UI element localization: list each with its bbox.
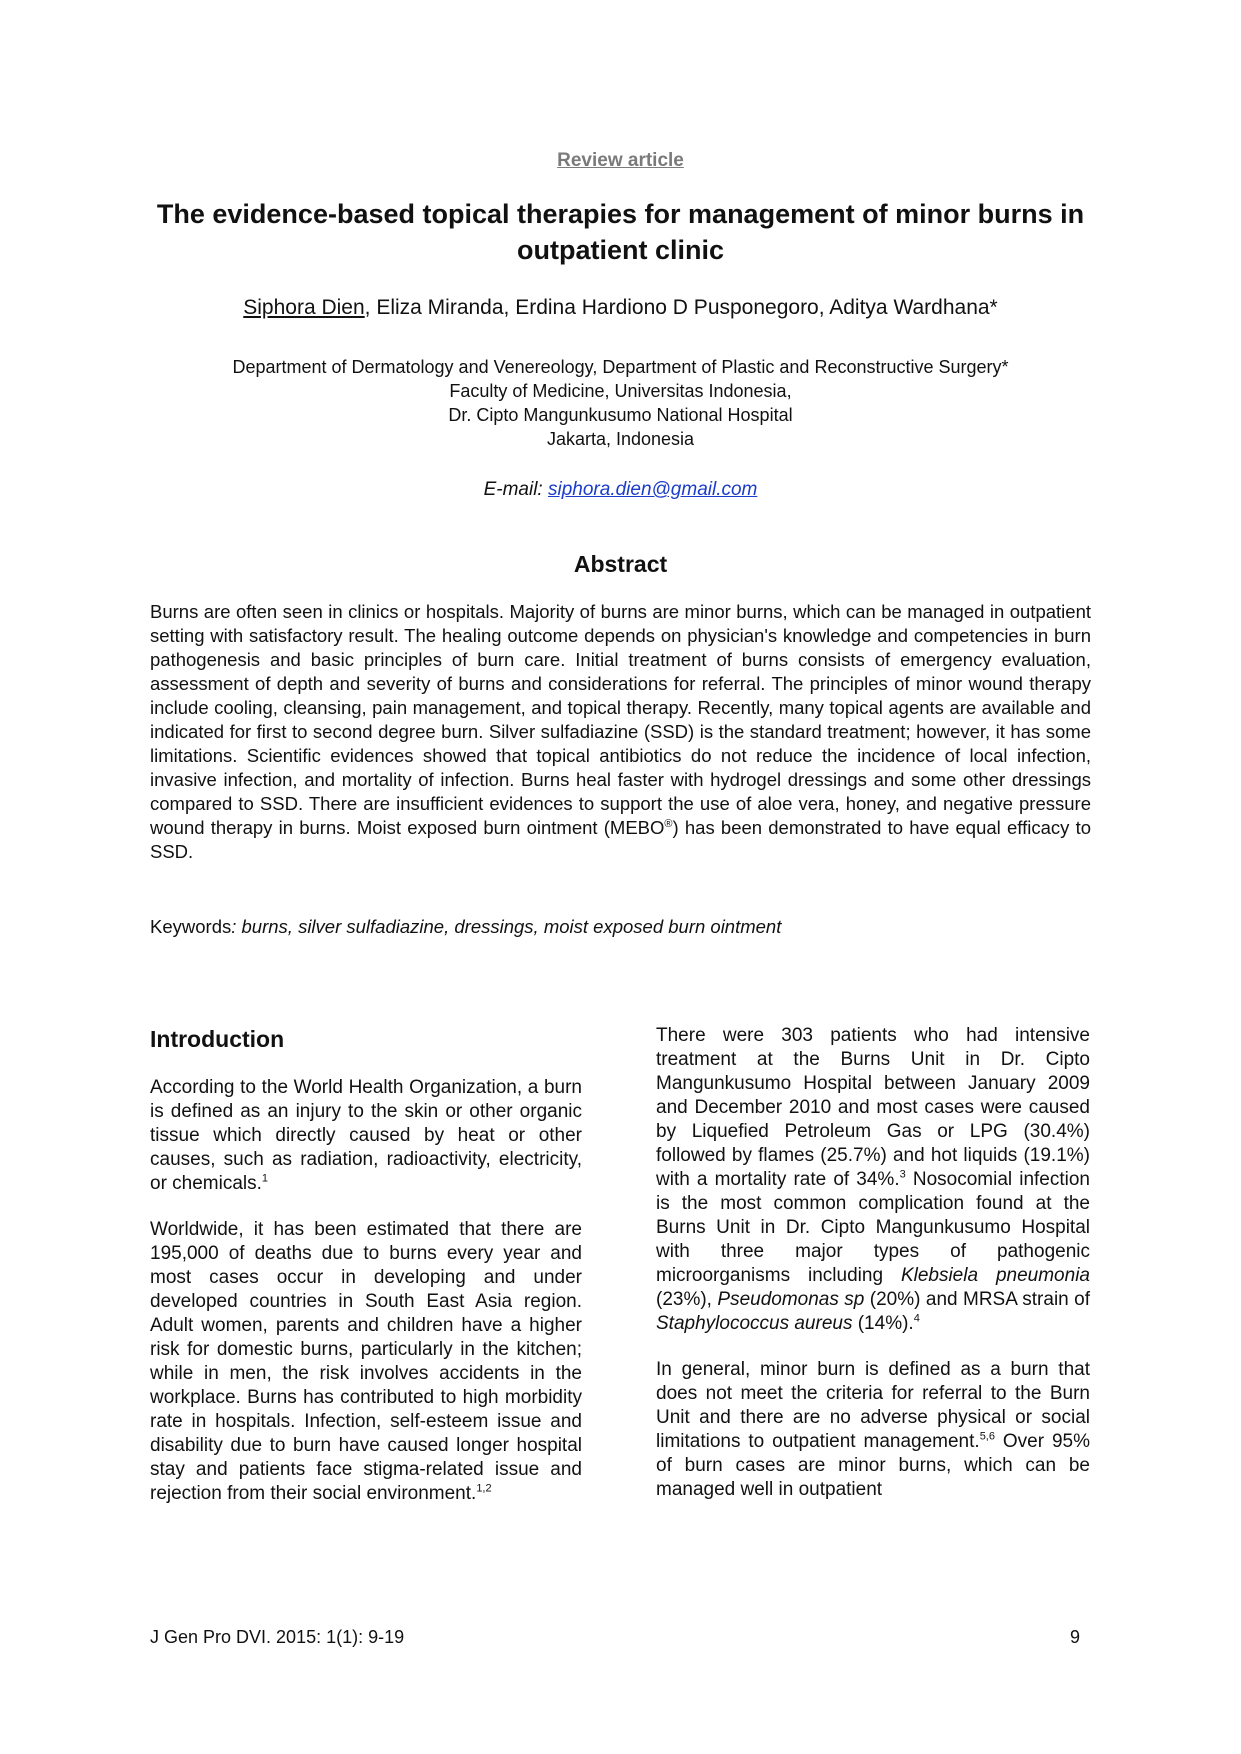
abstract-text-part: Burns are often seen in clinics or hospitals. Majority of burns are minor burns, which can be managed in outpatient setting with satisfactory result. The healing outcome depends on physician's knowledge and competencies in burn pathogenesis and basic principles of burn care. Initial treatment of burns consists of emergency evaluation, assessment of depth and severity of burns and considerations for referral. The principles of minor wound therapy include cooling, cleansing, pain management, and topical therapy. Recently, many topical agents are available and indicated for first to second degree burn. Silver sulfadiazine (SSD) is the standard treatment; however, it has some limitations. Scientific evidences showed that topical antibiotics do not reduce the incidence of local infection, invasive infection, and mortality of infection. Burns heal faster with hydrogel dressings and some other dressings compared to SSD. There are insufficient evidences to support the use of aloe vera, honey, and negative pressure wound therapy in burns. Moist exposed burn ointment (MEBO [150,601,1091,838]
email-link[interactable]: siphora.dien@gmail.com [548,479,758,500]
paragraph-text: (14%). [852,1313,914,1334]
paragraph-text: Over 95% of burn cases are minor burns, which can be managed well in outpatient [656,1431,1090,1500]
citation-ref: 4 [913,1312,920,1325]
organism-name: Pseudomonas sp [717,1289,865,1310]
right-column [656,1024,1090,1524]
footer-citation: J Gen Pro DVI. 2015: 1(1): 9-19 [150,1627,405,1647]
paragraph-text: (23%), [656,1289,718,1310]
page-number: 9 [1070,1627,1081,1647]
abstract-heading: Abstract [573,551,668,577]
email-label: E-mail: [483,479,548,500]
affiliations [0,355,1241,451]
paper-title: The evidence-based topical therapies for management of minor burns in outpatient clinic [156,199,1085,265]
email-line [0,479,1241,501]
paragraph [150,1218,582,1506]
introduction-heading: Introduction [150,1026,285,1052]
paragraph-text: Nosocomial infection is the most common complication found at the Burns Unit in Dr. Cipto Mangunkusumo Hospital with three major types of pathogenic microorganisms including [656,1169,1090,1286]
author-list [0,296,1241,320]
keywords [150,916,1091,938]
article-type-label: Review article [557,150,684,171]
citation-ref: 1,2 [476,1482,492,1495]
abstract-text-part: ) has been demonstrated to have equal efficacy to SSD. [150,817,1091,862]
affiliation-line: Faculty of Medicine, Universitas Indonesia, [449,381,792,401]
other-authors: , Eliza Miranda, Erdina Hardiono D Pusponegoro, Aditya Wardhana* [364,296,998,319]
affiliation-line: Dr. Cipto Mangunkusumo National Hospital [448,405,793,425]
left-column [150,1024,582,1528]
paragraph-text: In general, minor burn is defined as a burn that does not meet the criteria for referral to the Burn Unit and there are no adverse physical or social limitations to outpatient management. [656,1359,1090,1452]
paragraph [656,1358,1090,1502]
citation-ref: 1 [261,1172,269,1185]
keywords-label: Keywords [150,916,232,937]
organism-name: Staphylococcus aureus [656,1313,853,1334]
affiliation-line: Jakarta, Indonesia [546,429,695,449]
affiliation-line: Department of Dermatology and Venereology, Department of Plastic and Reconstructive Surgery* [232,357,1009,377]
keywords-list: : burns, silver sulfadiazine, dressings, moist exposed burn ointment [231,916,782,937]
paragraph-text: According to the World Health Organization, a burn is defined as an injury to the skin or other organic tissue which directly caused by heat or other causes, such as radiation, radioactivity, electricity, or chemicals. [150,1077,582,1194]
organism-name: Klebsiela pneumonia [900,1265,1090,1286]
paragraph [150,1076,582,1196]
corresponding-author: Siphora Dien [243,296,365,319]
paragraph-text: Worldwide, it has been estimated that there are 195,000 of deaths due to burns every year and most cases occur in developing and under developed countries in South East Asia region. Adult women, parents and children have a higher risk for domestic burns, particularly in the kitchen; while in men, the risk involves accidents in the workplace. Burns has contributed to high morbidity rate in hospitals. Infection, self-esteem issue and disability due to burn have caused longer hospital stay and patients face stigma-related issue and rejection from their social environment. [150,1219,582,1504]
paragraph-text: There were 303 patients who had intensive treatment at the Burns Unit in Dr. Cipto Mangunkusumo Hospital between January 2009 and December 2010 and most cases were caused by Liquefied Petroleum Gas or LPG (30.4%) followed by flames (25.7%) and hot liquids (19.1%) with a mortality rate of 34%. [656,1025,1090,1190]
citation-ref: 5,6 [979,1430,995,1443]
citation-ref: 3 [899,1168,906,1181]
abstract-text [150,600,1091,864]
registered-mark: ® [664,817,673,830]
paragraph-text: (20%) and MRSA strain of [864,1289,1090,1310]
paragraph [656,1024,1090,1336]
